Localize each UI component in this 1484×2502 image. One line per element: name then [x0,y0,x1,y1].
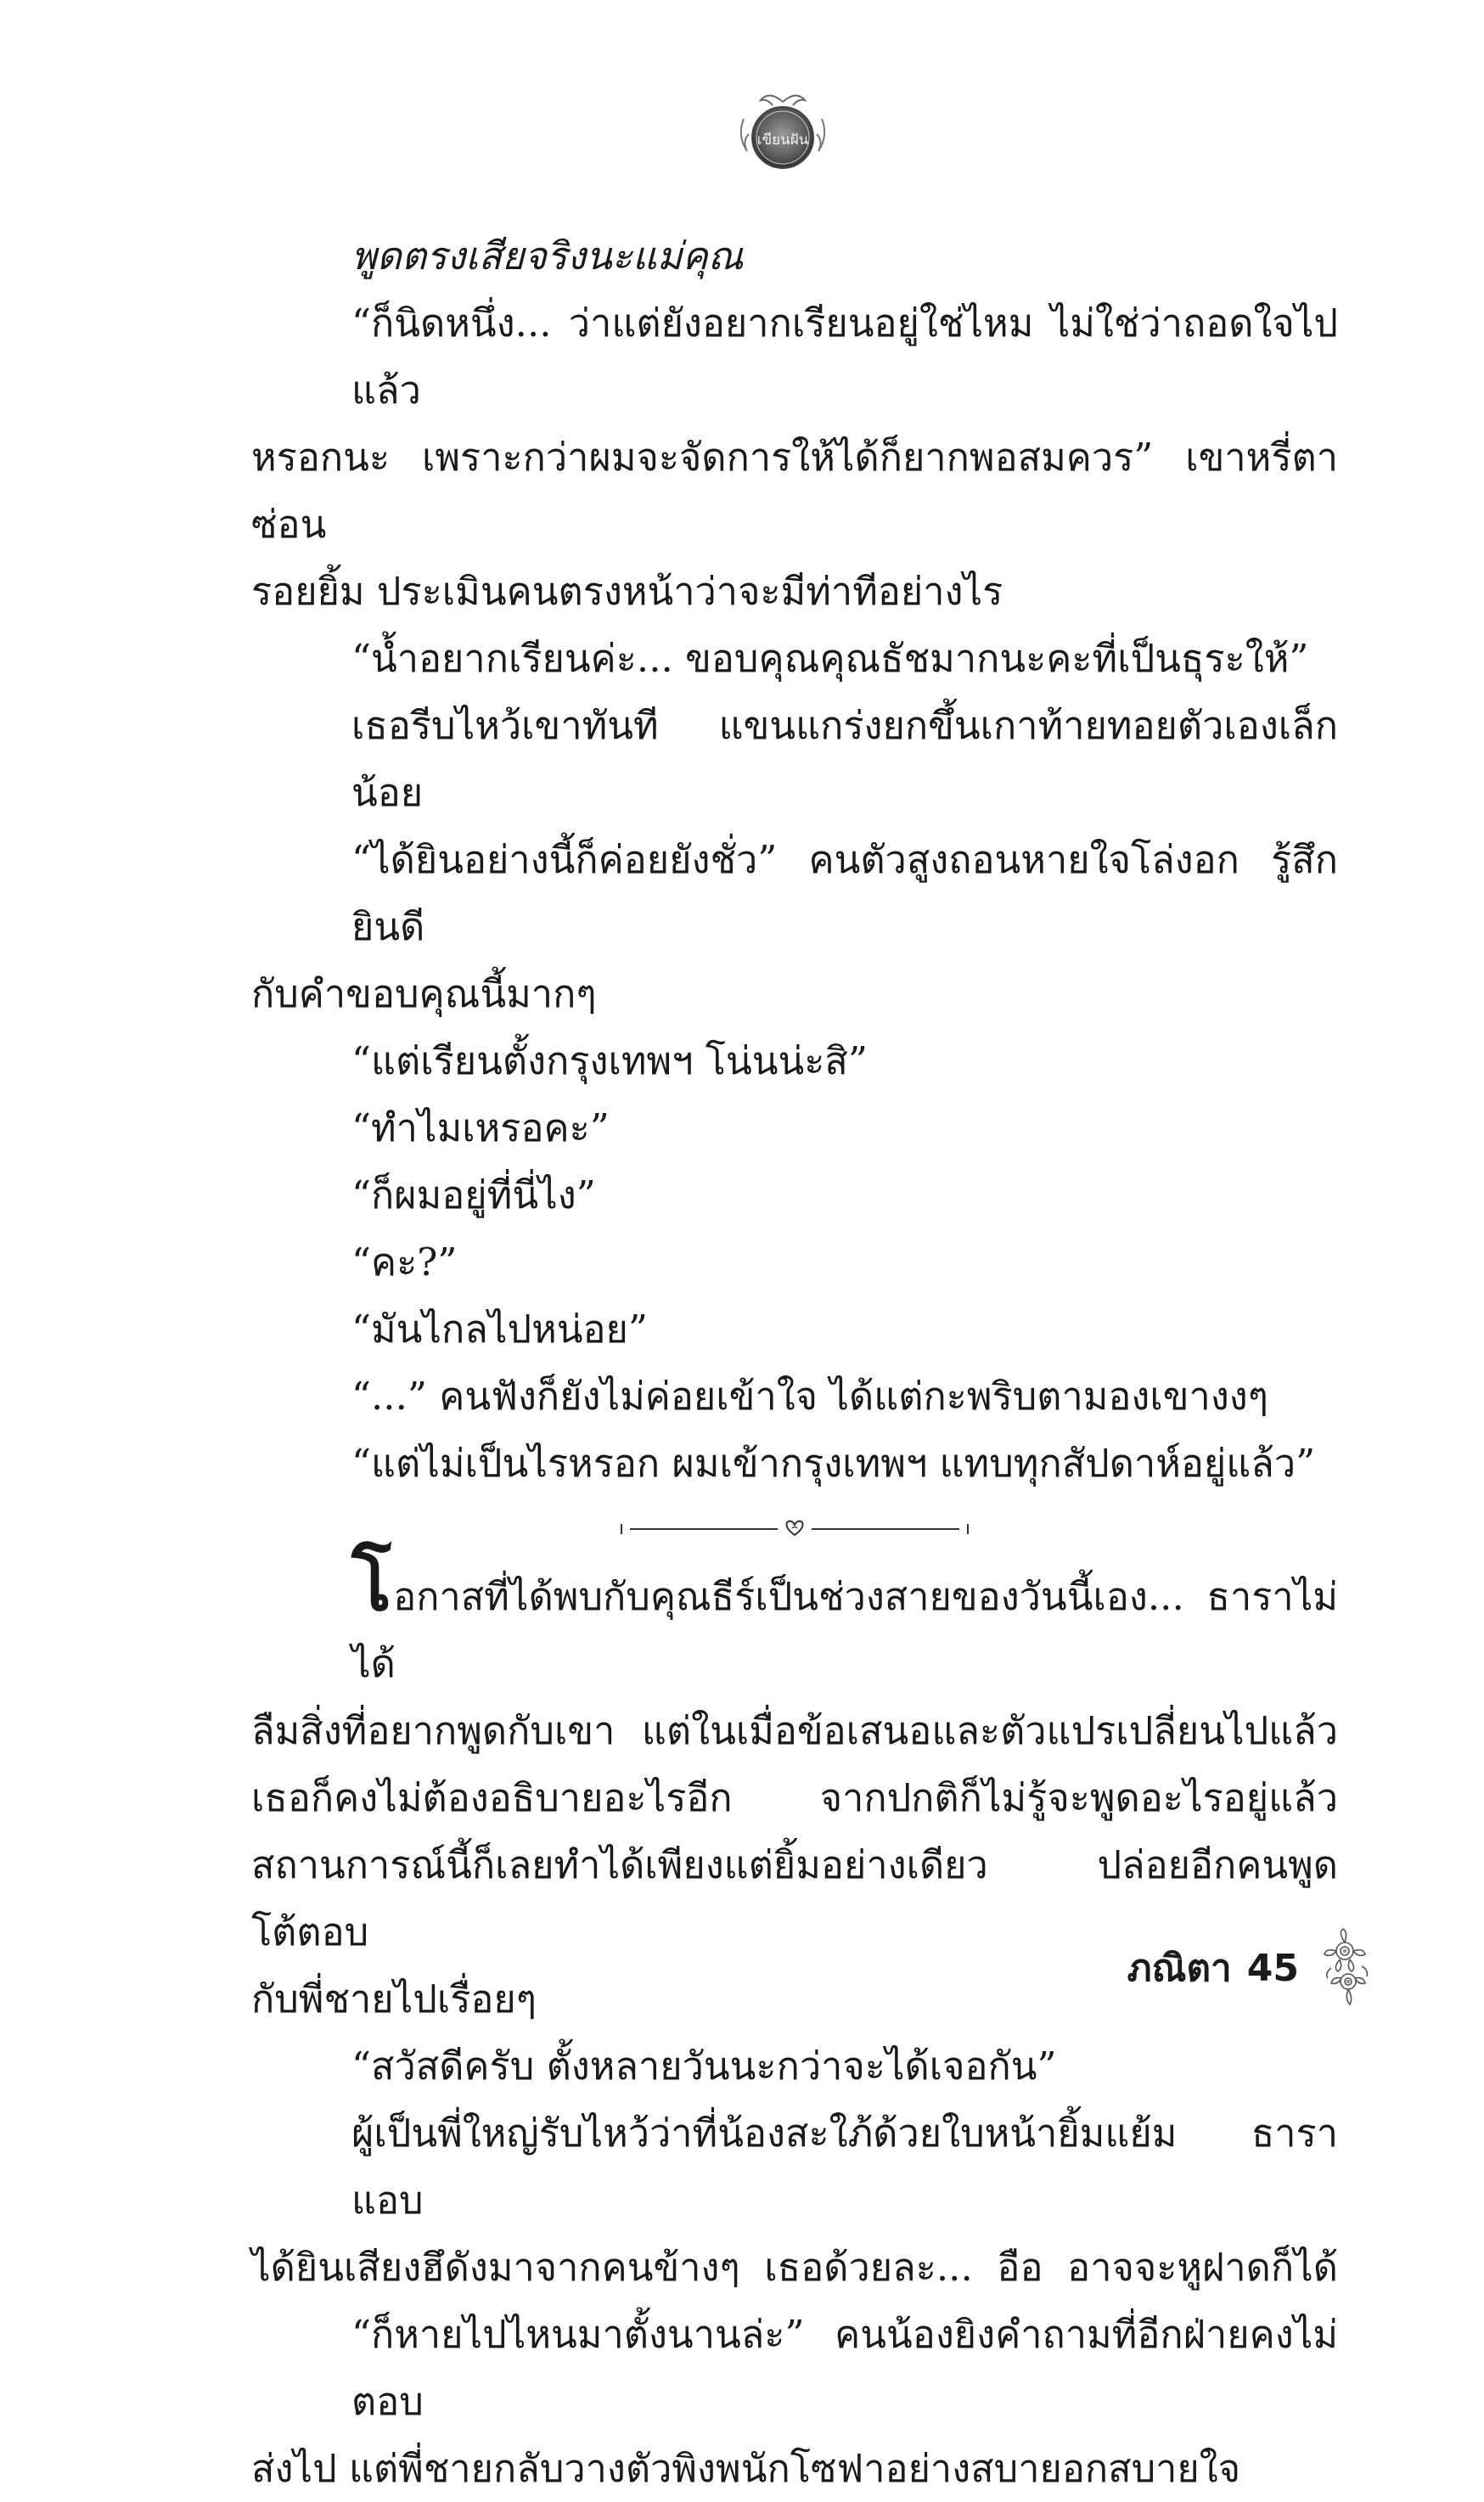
paragraph-line: “แต่ไม่เป็นไรหรอก ผมเข้ากรุงเทพฯ แทบทุกสัปดาห์อยู่แล้ว” [351,1441,1316,1486]
paragraph-line: พูดตรงเสียจริงนะแม่คุณ [351,233,744,278]
paragraph-line: รอยยิ้ม ประเมินคนตรงหน้าว่าจะมีท่าทีอย่างไร [251,569,1003,614]
paragraph-line: “ก็นิดหนึ่ง... ว่าแต่ยังอยากเรียนอยู่ใช่ไหม ไม่ใช่ว่าถอดใจไปแล้ว [351,301,1338,413]
paragraph-line: “น้ำอยากเรียนค่ะ... ขอบคุณคุณธัชมากนะคะที่เป็นธุระให้” [351,636,1309,681]
paragraph-line: หรอกนะ เพราะกว่าผมจะจัดการให้ได้ก็ยากพอสมควร” เขาหรี่ตาซ่อน [251,435,1338,547]
paragraph-line: เธอรีบไหว้เขาทันที แขนแกร่งยกขึ้นเกาท้ายทอยตัวเองเล็กน้อย [351,703,1338,815]
emblem-icon [735,85,830,180]
paragraph-line: ส่งไป แต่พี่ชายกลับวางตัวพิงพนักโซฟาอย่างสบายอกสบายใจ [251,2446,1241,2491]
section-two [251,1539,1338,2502]
drop-cap: โ [351,1539,392,1628]
paragraph-line: “ได้ยินอย่างนี้ก็ค่อยยังชั่ว” คนตัวสูงถอนหายใจโล่งอก รู้สึกยินดี [351,837,1338,949]
first-line-text: อกาสที่ได้พบกับคุณธีร์เป็นช่วงสายของวันนี้เอง... ธาราไม่ได้ [351,1574,1338,1686]
paragraph-line: กับคำขอบคุณนี้มากๆ [251,971,597,1016]
book-title: ภณิตา [1127,1947,1232,1990]
paragraph-line: “คะ?” [351,1240,458,1285]
paragraph-line: “ก็ผมอยู่ที่นี่ไง” [351,1172,596,1217]
paragraph-line: ลืมสิ่งที่อยากพูดกับเขา แต่ในเมื่อข้อเสนอและตัวแปรเปลี่ยนไปแล้ว [251,1708,1338,1753]
paragraph-line: “มันไกลไปหน่อย” [351,1307,648,1352]
paragraph-line: “ก็หายไปไหนมาตั้งนานล่ะ” คนน้องยิงคำถามที่อีกฝ่ายคงไม่ตอบ [351,2312,1338,2424]
page-footer [1019,1934,1375,2002]
paragraph-line: เธอก็คงไม่ต้องอธิบายอะไรอีก จากปกติก็ไม่รู้จะพูดอะไรอยู่แล้ว [251,1775,1338,1820]
section-divider [251,1505,1338,1553]
paragraph-line: ได้ยินเสียงฮึดังมาจากคนข้างๆ เธอด้วยละ... อือ อาจจะหูฝาดก็ได้ [251,2245,1338,2290]
paragraph-line: “...” คนฟังก็ยังไม่ค่อยเข้าใจ ได้แต่กะพริบตามองเขางงๆ [351,1374,1268,1419]
paragraph-line: ผู้เป็นพี่ใหญ่รับไหว้ว่าที่น้องสะใภ้ด้วยใบหน้ายิ้มแย้ม ธาราแอบ [351,2111,1338,2223]
emblem-text: เขียนฝัน [756,132,809,149]
paragraph-line: กับพี่ชายไปเรื่อยๆ [251,1976,537,2021]
divider-heart-icon [616,1516,973,1542]
paragraph-line: “สวัสดีครับ ตั้งหลายวันนะกว่าจะได้เจอกัน” [351,2044,1057,2089]
flower-ornament-icon [1314,1926,1375,2010]
paragraph-line: สถานการณ์นี้ก็เลยทำได้เพียงแต่ยิ้มอย่างเดียว ปล่อยอีกคนพูดโต้ตอบ [251,1842,1338,1954]
paragraph-line: “แต่เรียนตั้งกรุงเทพฯ โน่นน่ะสิ” [351,1038,868,1083]
paragraph-line: “ทำไมเหรอคะ” [351,1105,610,1150]
section-first-line [251,1539,1338,1697]
page-number: 45 [1246,1946,1299,1990]
body-text [251,222,1338,2502]
